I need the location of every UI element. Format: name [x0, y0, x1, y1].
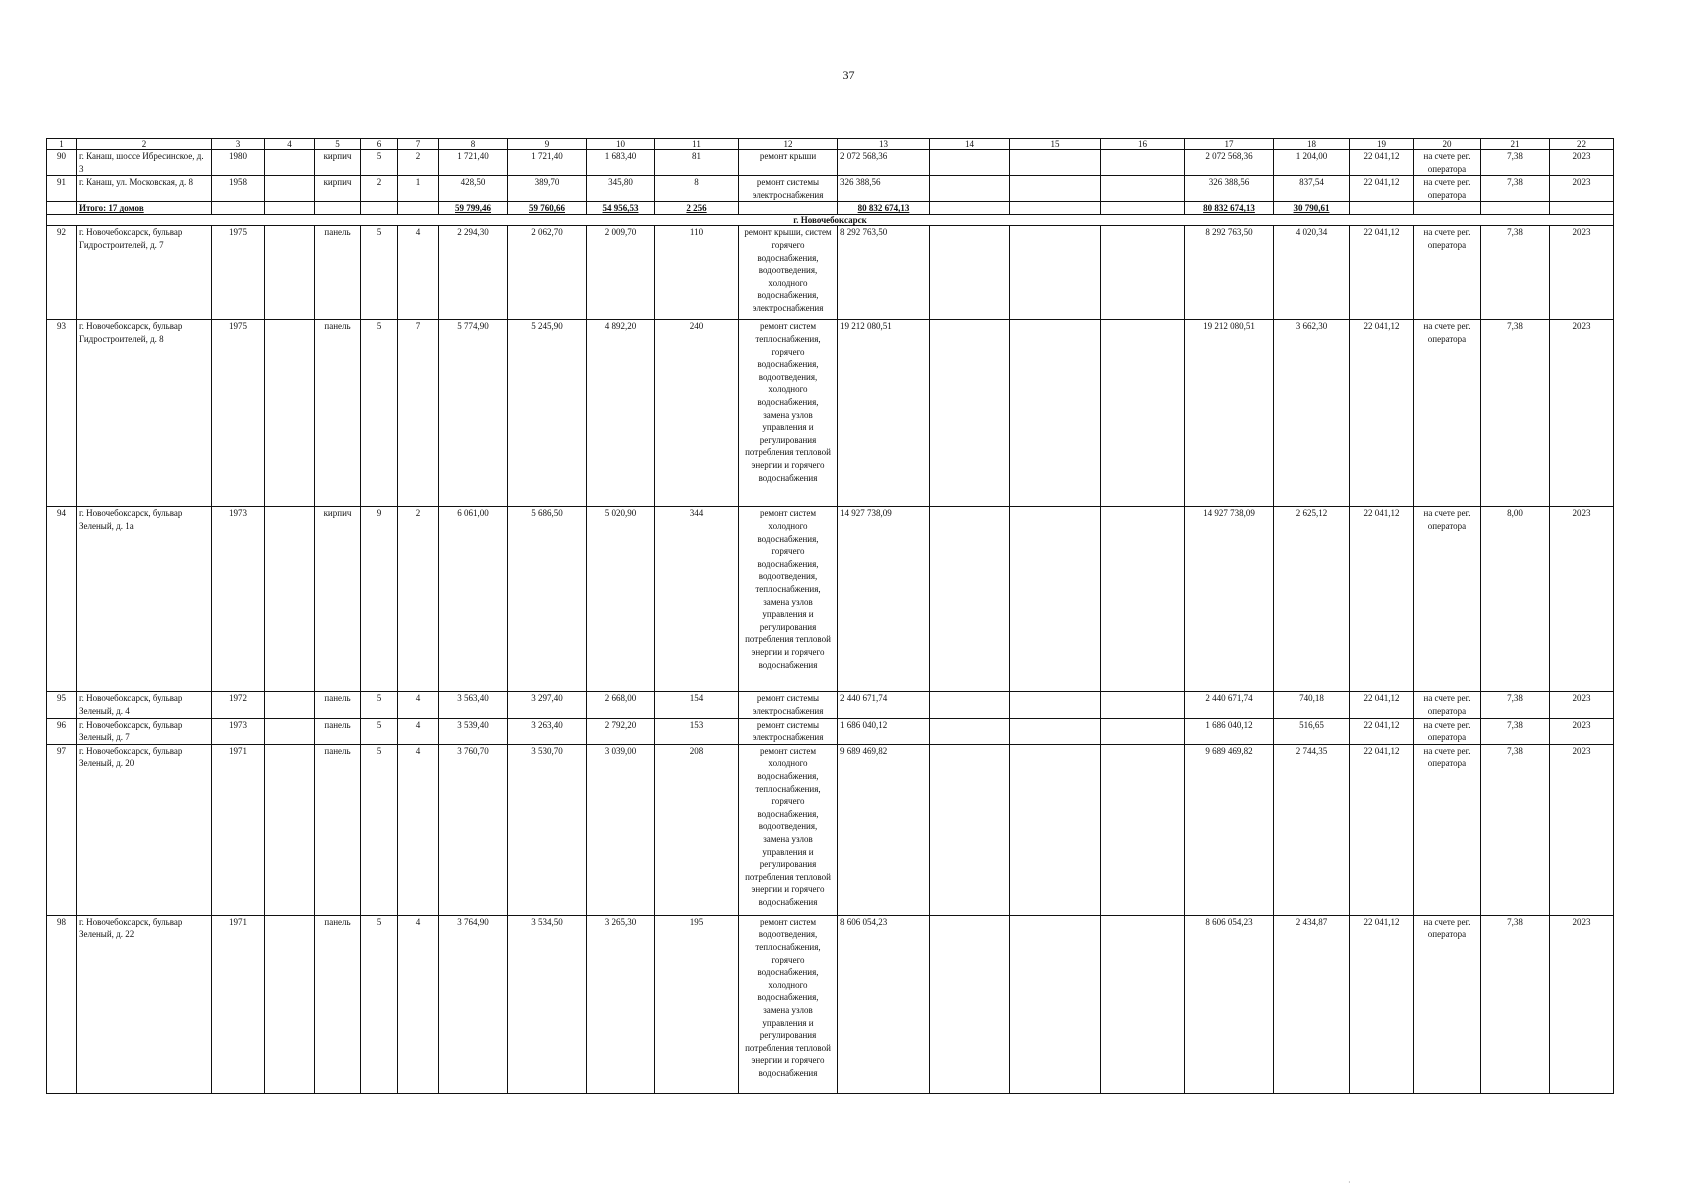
cell-c20: на счете рег. оператора: [1414, 744, 1481, 915]
cell-n: 94: [47, 507, 77, 692]
cell-floors: 5: [361, 692, 398, 718]
cell-area_living: 1 721,40: [508, 150, 587, 176]
cell-c21: 7,38: [1481, 718, 1550, 744]
cell-n: 92: [47, 226, 77, 320]
cell-area_living: 5 245,90: [508, 320, 587, 507]
cell-material: кирпич: [315, 150, 361, 176]
page-number: 37: [842, 68, 855, 82]
cell-c22: 2023: [1550, 718, 1614, 744]
cell-address: г. Канаш, шоссе Ибресинское, д. 3: [77, 150, 212, 176]
column-number: 15: [1010, 139, 1101, 150]
table-row: [47, 692, 1614, 718]
repair-program-table: [46, 138, 1614, 1094]
cell-area_res: 1 683,40: [587, 150, 655, 176]
table-row: [47, 150, 1614, 176]
cell-entrances: 4: [398, 915, 439, 1093]
cell-c14: [930, 718, 1010, 744]
cell-year: 1975: [212, 226, 265, 320]
cell-c20: на счете рег. оператора: [1414, 507, 1481, 692]
cell-year: 1971: [212, 915, 265, 1093]
cell-area_living: 389,70: [508, 176, 587, 202]
cell-c16: [1101, 718, 1185, 744]
section-header-row: [47, 215, 1614, 226]
cell-year: 1975: [212, 320, 265, 507]
cell-c21: 7,38: [1481, 226, 1550, 320]
cell-c17: 19 212 080,51: [1185, 320, 1274, 507]
cell-entrances: 4: [398, 718, 439, 744]
scan-dot: ·: [1348, 1178, 1351, 1187]
column-number: 17: [1185, 139, 1274, 150]
cell-cost: 9 689 469,82: [838, 744, 930, 915]
cell-c21: 7,38: [1481, 176, 1550, 202]
cell-material: панель: [315, 226, 361, 320]
cell-c18: 3 662,30: [1274, 320, 1350, 507]
cell-c19: 22 041,12: [1350, 320, 1414, 507]
cell-works: ремонт крыши, систем горячего водоснабжения, водоотведения, холодного водоснабжения, электроснабжения: [739, 226, 838, 320]
column-number: 16: [1101, 139, 1185, 150]
cell-area_living: 5 686,50: [508, 507, 587, 692]
cell-area_total: 2 294,30: [439, 226, 508, 320]
cell-c15: [1010, 320, 1101, 507]
cell-year: 1973: [212, 718, 265, 744]
cell-c18: 2 625,12: [1274, 507, 1350, 692]
table-row: [47, 176, 1614, 202]
table-row: [47, 915, 1614, 1093]
cell-year: 1971: [212, 744, 265, 915]
cell-c15: [1010, 150, 1101, 176]
cell-c4: [265, 692, 315, 718]
cell-floors: 5: [361, 744, 398, 915]
cell-entrances: 4: [398, 692, 439, 718]
cell-c21: 7,38: [1481, 150, 1550, 176]
table-row: [47, 226, 1614, 320]
cell-area_res: 5 020,90: [587, 507, 655, 692]
cell-year: 1958: [212, 176, 265, 202]
cell-entrances: 1: [398, 176, 439, 202]
total-label: Итого: 17 домов: [77, 202, 212, 215]
cell-area_res: 2 792,20: [587, 718, 655, 744]
column-number: 14: [930, 139, 1010, 150]
cell-c16: [1101, 692, 1185, 718]
cell-c4: [265, 718, 315, 744]
cell-area_total: 3 539,40: [439, 718, 508, 744]
cell-c22: 2023: [1550, 150, 1614, 176]
total-cell: [265, 202, 315, 215]
cell-residents: 344: [655, 507, 739, 692]
column-number: 4: [265, 139, 315, 150]
total-cell: [1350, 202, 1414, 215]
cell-c14: [930, 915, 1010, 1093]
cell-c17: 8 606 054,23: [1185, 915, 1274, 1093]
cell-c16: [1101, 507, 1185, 692]
cell-entrances: 2: [398, 507, 439, 692]
cell-works: ремонт системы электроснабжения: [739, 692, 838, 718]
cell-c15: [1010, 718, 1101, 744]
column-number: 11: [655, 139, 739, 150]
cell-n: 95: [47, 692, 77, 718]
cell-address: г. Новочебоксарск, бульвар Гидростроителей, д. 8: [77, 320, 212, 507]
cell-c17: 9 689 469,82: [1185, 744, 1274, 915]
cell-c19: 22 041,12: [1350, 915, 1414, 1093]
cell-n: 96: [47, 718, 77, 744]
section-title: г. Новочебоксарск: [47, 215, 1614, 226]
cell-c21: 7,38: [1481, 692, 1550, 718]
cell-c22: 2023: [1550, 744, 1614, 915]
column-number: 13: [838, 139, 930, 150]
cell-floors: 5: [361, 150, 398, 176]
cell-area_total: 428,50: [439, 176, 508, 202]
total-cell: 80 832 674,13: [838, 202, 930, 215]
column-number: 12: [739, 139, 838, 150]
cell-material: панель: [315, 320, 361, 507]
column-number: 8: [439, 139, 508, 150]
total-cell: [212, 202, 265, 215]
cell-c4: [265, 915, 315, 1093]
cell-address: г. Новочебоксарск, бульвар Зеленый, д. 1а: [77, 507, 212, 692]
total-cell: [1414, 202, 1481, 215]
cell-area_total: 5 774,90: [439, 320, 508, 507]
cell-year: 1980: [212, 150, 265, 176]
table-row: [47, 320, 1614, 507]
cell-area_res: 2 668,00: [587, 692, 655, 718]
total-row: [47, 202, 1614, 215]
cell-c19: 22 041,12: [1350, 226, 1414, 320]
column-number: 3: [212, 139, 265, 150]
cell-entrances: 2: [398, 150, 439, 176]
cell-c22: 2023: [1550, 507, 1614, 692]
cell-floors: 5: [361, 226, 398, 320]
cell-c15: [1010, 226, 1101, 320]
cell-cost: 19 212 080,51: [838, 320, 930, 507]
cell-residents: 195: [655, 915, 739, 1093]
table-row: [47, 718, 1614, 744]
cell-residents: 154: [655, 692, 739, 718]
column-number: 5: [315, 139, 361, 150]
cell-c17: 326 388,56: [1185, 176, 1274, 202]
total-cell: [1010, 202, 1101, 215]
cell-cost: 8 292 763,50: [838, 226, 930, 320]
total-cell: [1550, 202, 1614, 215]
cell-c17: 2 440 671,74: [1185, 692, 1274, 718]
cell-c14: [930, 507, 1010, 692]
cell-year: 1973: [212, 507, 265, 692]
cell-c16: [1101, 150, 1185, 176]
cell-c4: [265, 507, 315, 692]
cell-c18: 2 434,87: [1274, 915, 1350, 1093]
cell-cost: 8 606 054,23: [838, 915, 930, 1093]
cell-c4: [265, 226, 315, 320]
cell-works: ремонт систем теплоснабжения, горячего водоснабжения, водоотведения, холодного водоснабжения, замена узлов управления и регулирования потребления тепловой энергии и горячего водоснабжения: [739, 320, 838, 507]
total-cell: 30 790,61: [1274, 202, 1350, 215]
total-cell: [315, 202, 361, 215]
cell-cost: 14 927 738,09: [838, 507, 930, 692]
cell-c22: 2023: [1550, 320, 1614, 507]
cell-n: 98: [47, 915, 77, 1093]
cell-c14: [930, 176, 1010, 202]
cell-cost: 2 440 671,74: [838, 692, 930, 718]
cell-c18: 837,54: [1274, 176, 1350, 202]
total-cell: 2 256: [655, 202, 739, 215]
column-number: 7: [398, 139, 439, 150]
cell-area_total: 3 760,70: [439, 744, 508, 915]
cell-material: панель: [315, 744, 361, 915]
total-cell: [361, 202, 398, 215]
cell-c4: [265, 150, 315, 176]
cell-c16: [1101, 744, 1185, 915]
cell-cost: 326 388,56: [838, 176, 930, 202]
cell-c14: [930, 226, 1010, 320]
cell-c22: 2023: [1550, 176, 1614, 202]
cell-area_living: 3 534,50: [508, 915, 587, 1093]
cell-c14: [930, 320, 1010, 507]
cell-area_res: 3 265,30: [587, 915, 655, 1093]
cell-c15: [1010, 744, 1101, 915]
cell-c18: 516,65: [1274, 718, 1350, 744]
total-cell: [930, 202, 1010, 215]
cell-entrances: 4: [398, 744, 439, 915]
cell-c4: [265, 744, 315, 915]
cell-cost: 2 072 568,36: [838, 150, 930, 176]
cell-material: кирпич: [315, 176, 361, 202]
cell-c18: 740,18: [1274, 692, 1350, 718]
cell-c20: на счете рег. оператора: [1414, 718, 1481, 744]
cell-area_total: 3 563,40: [439, 692, 508, 718]
cell-area_living: 2 062,70: [508, 226, 587, 320]
cell-c22: 2023: [1550, 226, 1614, 320]
cell-c17: 14 927 738,09: [1185, 507, 1274, 692]
column-number: 6: [361, 139, 398, 150]
cell-works: ремонт систем водоотведения, теплоснабжения, горячего водоснабжения, холодного водоснабжения, замена узлов управления и регулирования потребления тепловой энергии и горячего водоснабжения: [739, 915, 838, 1093]
cell-year: 1972: [212, 692, 265, 718]
cell-floors: 5: [361, 718, 398, 744]
cell-c14: [930, 150, 1010, 176]
cell-c18: 4 020,34: [1274, 226, 1350, 320]
cell-floors: 5: [361, 915, 398, 1093]
total-cell: [1481, 202, 1550, 215]
cell-residents: 110: [655, 226, 739, 320]
cell-works: ремонт систем холодного водоснабжения, теплоснабжения, горячего водоснабжения, водоотведения, замена узлов управления и регулирования потребления тепловой энергии и горячего водоснабжения: [739, 744, 838, 915]
cell-c16: [1101, 226, 1185, 320]
cell-c15: [1010, 915, 1101, 1093]
cell-c19: 22 041,12: [1350, 744, 1414, 915]
cell-c14: [930, 692, 1010, 718]
cell-residents: 208: [655, 744, 739, 915]
cell-c15: [1010, 507, 1101, 692]
cell-n: 90: [47, 150, 77, 176]
cell-c17: 8 292 763,50: [1185, 226, 1274, 320]
column-number-row: [47, 139, 1614, 150]
cell-works: ремонт системы электроснабжения: [739, 176, 838, 202]
total-cell: 54 956,53: [587, 202, 655, 215]
column-number: 21: [1481, 139, 1550, 150]
cell-c19: 22 041,12: [1350, 507, 1414, 692]
cell-area_total: 6 061,00: [439, 507, 508, 692]
cell-works: ремонт крыши: [739, 150, 838, 176]
cell-c16: [1101, 915, 1185, 1093]
cell-address: г. Новочебоксарск, бульвар Зеленый, д. 22: [77, 915, 212, 1093]
column-number: 9: [508, 139, 587, 150]
cell-address: г. Новочебоксарск, бульвар Зеленый, д. 7: [77, 718, 212, 744]
cell-c22: 2023: [1550, 915, 1614, 1093]
cell-area_res: 345,80: [587, 176, 655, 202]
cell-area_res: 3 039,00: [587, 744, 655, 915]
cell-residents: 8: [655, 176, 739, 202]
cell-area_living: 3 297,40: [508, 692, 587, 718]
total-cell: [47, 202, 77, 215]
cell-address: г. Новочебоксарск, бульвар Гидростроителей, д. 7: [77, 226, 212, 320]
cell-floors: 9: [361, 507, 398, 692]
cell-n: 97: [47, 744, 77, 915]
column-number: 10: [587, 139, 655, 150]
cell-entrances: 7: [398, 320, 439, 507]
cell-c20: на счете рег. оператора: [1414, 320, 1481, 507]
total-cell: 80 832 674,13: [1185, 202, 1274, 215]
total-cell: 59 799,46: [439, 202, 508, 215]
cell-c21: 7,38: [1481, 744, 1550, 915]
table-body: [47, 139, 1614, 1094]
column-number: 18: [1274, 139, 1350, 150]
cell-c20: на счете рег. оператора: [1414, 226, 1481, 320]
cell-works: ремонт систем холодного водоснабжения, горячего водоснабжения, водоотведения, теплоснабжения, замена узлов управления и регулирования потребления тепловой энергии и горячего водоснабжения: [739, 507, 838, 692]
cell-address: г. Новочебоксарск, бульвар Зеленый, д. 20: [77, 744, 212, 915]
total-cell: [398, 202, 439, 215]
cell-area_res: 4 892,20: [587, 320, 655, 507]
cell-n: 93: [47, 320, 77, 507]
column-number: 1: [47, 139, 77, 150]
total-cell: [739, 202, 838, 215]
table-row: [47, 744, 1614, 915]
cell-c20: на счете рег. оператора: [1414, 150, 1481, 176]
cell-c4: [265, 320, 315, 507]
cell-entrances: 4: [398, 226, 439, 320]
cell-c19: 22 041,12: [1350, 692, 1414, 718]
cell-c15: [1010, 692, 1101, 718]
total-cell: [1101, 202, 1185, 215]
cell-works: ремонт системы электроснабжения: [739, 718, 838, 744]
cell-c21: 7,38: [1481, 320, 1550, 507]
cell-c20: на счете рег. оператора: [1414, 915, 1481, 1093]
cell-c16: [1101, 176, 1185, 202]
cell-floors: 5: [361, 320, 398, 507]
cell-c15: [1010, 176, 1101, 202]
cell-c17: 1 686 040,12: [1185, 718, 1274, 744]
cell-c19: 22 041,12: [1350, 150, 1414, 176]
column-number: 2: [77, 139, 212, 150]
cell-area_living: 3 530,70: [508, 744, 587, 915]
cell-material: панель: [315, 718, 361, 744]
cell-area_res: 2 009,70: [587, 226, 655, 320]
cell-c4: [265, 176, 315, 202]
cell-c21: 7,38: [1481, 915, 1550, 1093]
cell-c16: [1101, 320, 1185, 507]
cell-c18: 1 204,00: [1274, 150, 1350, 176]
cell-c19: 22 041,12: [1350, 176, 1414, 202]
column-number: 22: [1550, 139, 1614, 150]
cell-residents: 153: [655, 718, 739, 744]
cell-area_total: 3 764,90: [439, 915, 508, 1093]
cell-material: кирпич: [315, 507, 361, 692]
cell-c22: 2023: [1550, 692, 1614, 718]
table-row: [47, 507, 1614, 692]
column-number: 19: [1350, 139, 1414, 150]
cell-area_total: 1 721,40: [439, 150, 508, 176]
cell-c14: [930, 744, 1010, 915]
cell-c18: 2 744,35: [1274, 744, 1350, 915]
cell-c19: 22 041,12: [1350, 718, 1414, 744]
cell-residents: 81: [655, 150, 739, 176]
cell-cost: 1 686 040,12: [838, 718, 930, 744]
column-number: 20: [1414, 139, 1481, 150]
cell-address: г. Канаш, ул. Московская, д. 8: [77, 176, 212, 202]
cell-address: г. Новочебоксарск, бульвар Зеленый, д. 4: [77, 692, 212, 718]
total-cell: 59 760,66: [508, 202, 587, 215]
cell-c20: на счете рег. оператора: [1414, 692, 1481, 718]
cell-c20: на счете рег. оператора: [1414, 176, 1481, 202]
cell-n: 91: [47, 176, 77, 202]
cell-floors: 2: [361, 176, 398, 202]
cell-c17: 2 072 568,36: [1185, 150, 1274, 176]
cell-residents: 240: [655, 320, 739, 507]
cell-area_living: 3 263,40: [508, 718, 587, 744]
cell-material: панель: [315, 692, 361, 718]
cell-material: панель: [315, 915, 361, 1093]
cell-c21: 8,00: [1481, 507, 1550, 692]
